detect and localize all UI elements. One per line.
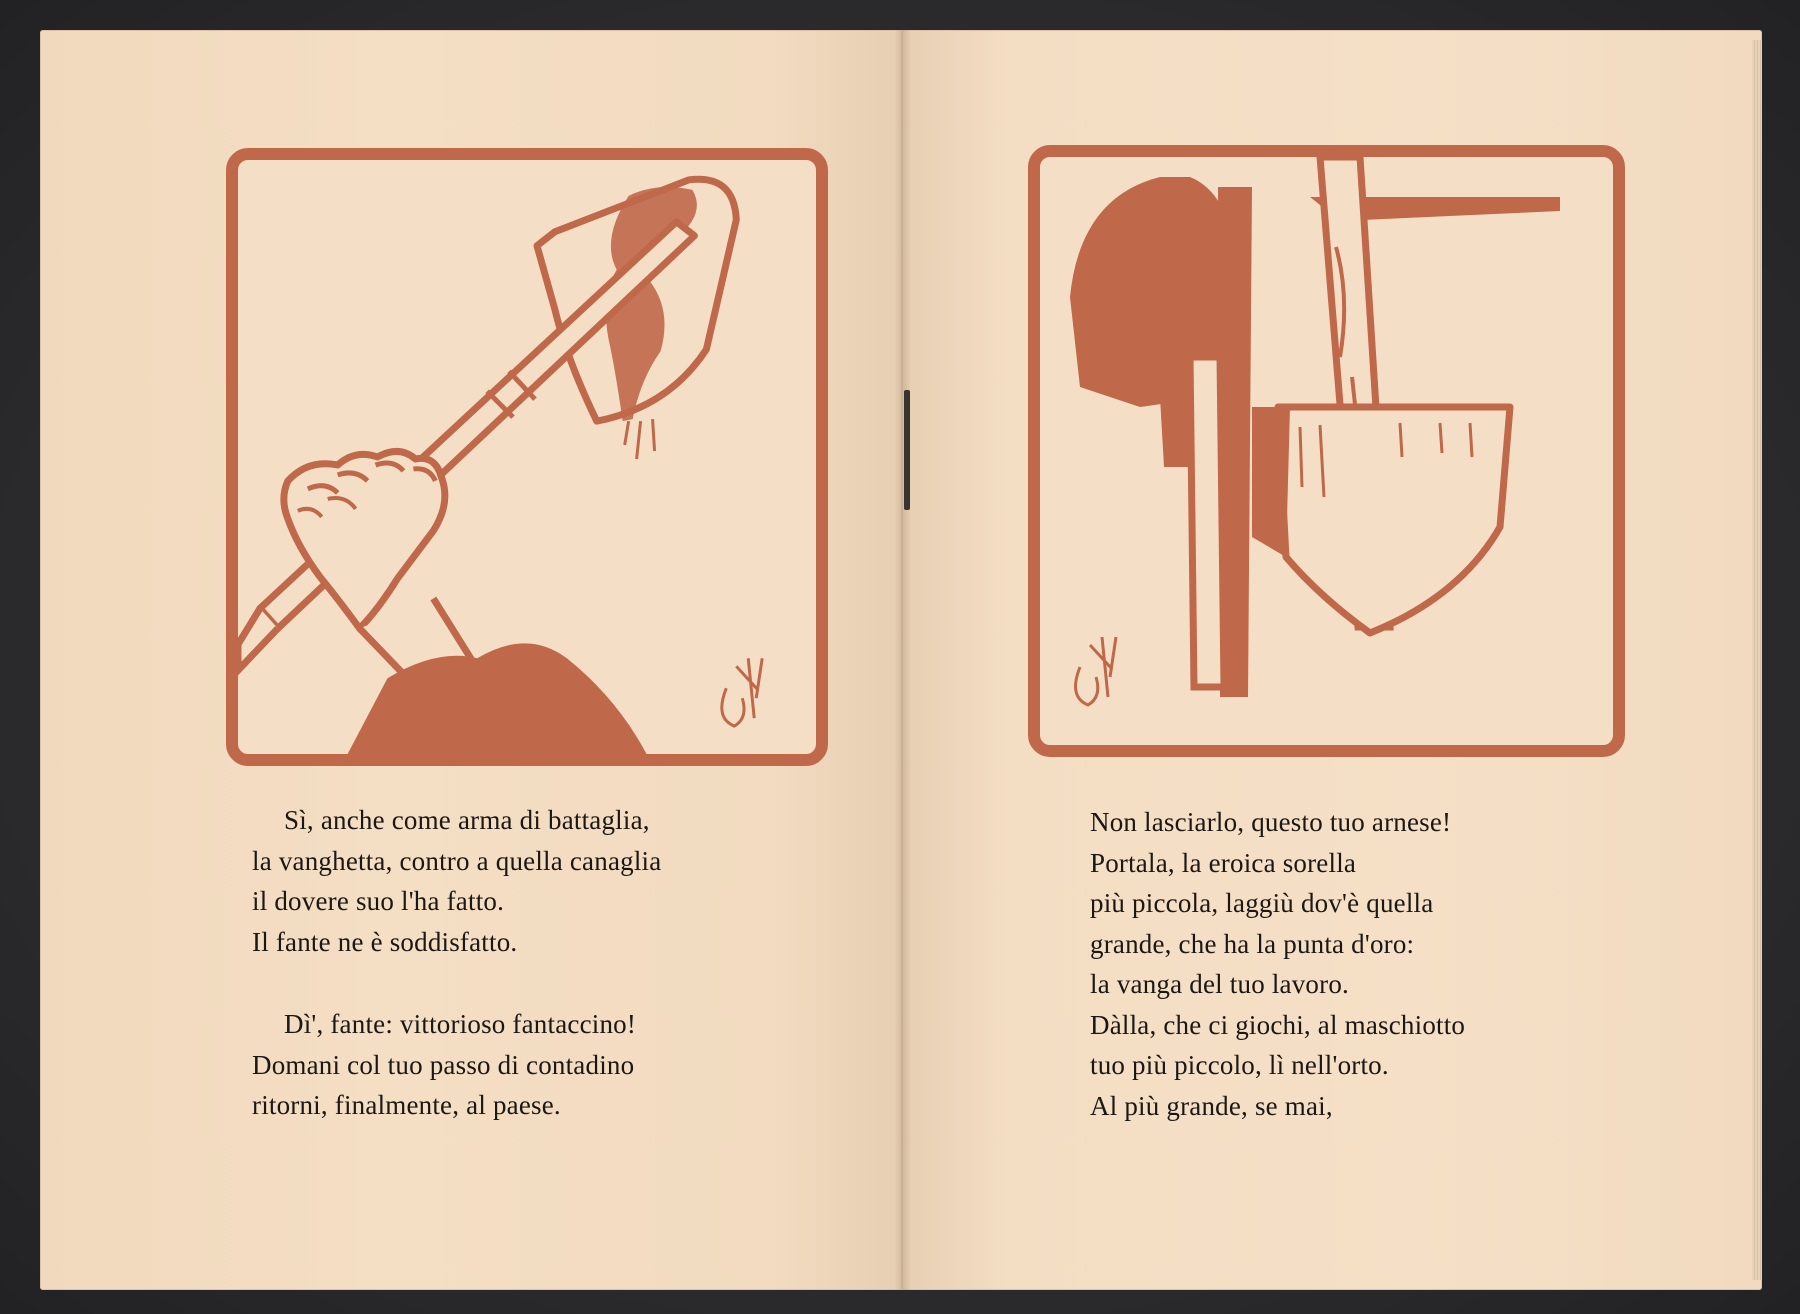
- right-page: [902, 30, 1762, 1290]
- poem-line: Portala, la eroica sorella: [1090, 847, 1357, 878]
- stanza-gap: [252, 962, 661, 1004]
- poem-line: Dì', fante: vittorioso fantaccino!: [284, 1009, 637, 1039]
- left-poem: [252, 800, 661, 1126]
- poem-line: tuo più piccolo, lì nell'orto.: [1090, 1050, 1389, 1080]
- staple: [904, 390, 910, 510]
- poem-line: la vanga del tuo lavoro.: [1090, 969, 1349, 999]
- poem-line: Non lasciarlo, questo tuo arnese!: [1090, 807, 1452, 837]
- poem-line: la vanghetta, contro a quella canaglia: [252, 845, 662, 876]
- book-gutter: [895, 30, 911, 1290]
- poem-line: Domani col tuo passo di contadino: [252, 1049, 635, 1080]
- right-poem: [1090, 802, 1465, 1126]
- poem-line: Sì, anche come arma di battaglia,: [284, 805, 650, 835]
- poem-line: Dàlla, che ci giochi, al maschiotto: [1090, 1009, 1466, 1040]
- poem-line: Al più grande, se mai,: [1090, 1090, 1333, 1121]
- left-page: [40, 30, 902, 1290]
- poem-line: grande, che ha la punta d'oro:: [1090, 928, 1415, 959]
- right-illustration-frame: [1028, 145, 1625, 757]
- poem-line: Il fante ne è soddisfatto.: [252, 926, 518, 957]
- crossed-spade-and-pickaxe-illustration: [1040, 157, 1613, 745]
- open-booklet: [40, 30, 1765, 1295]
- left-illustration-frame: [226, 148, 828, 766]
- poem-line: più piccola, laggiù dov'è quella: [1090, 888, 1434, 918]
- page-edges: [1752, 40, 1762, 1280]
- poem-line: il dovere suo l'ha fatto.: [252, 886, 505, 916]
- hand-gripping-shovel-illustration: [238, 160, 816, 754]
- poem-line: ritorni, finalmente, al paese.: [252, 1090, 561, 1120]
